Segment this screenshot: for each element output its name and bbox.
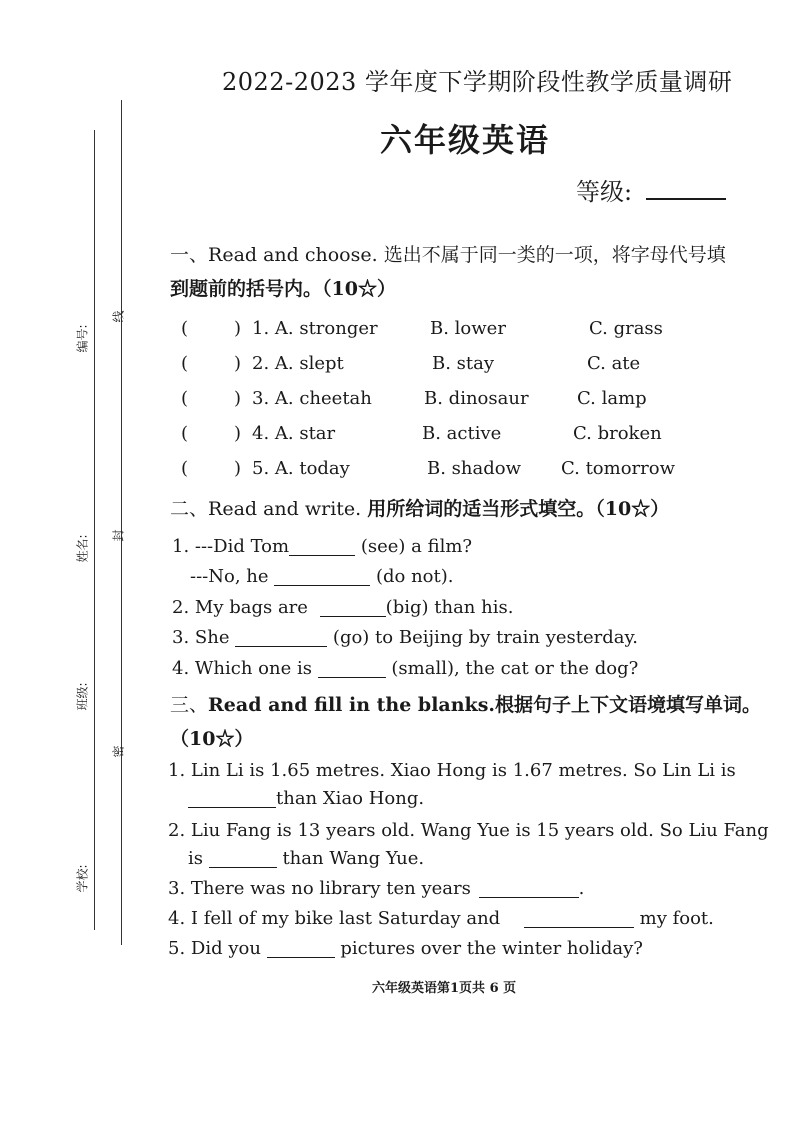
grade-label: 等级: [576, 178, 633, 206]
s3-q3-blank[interactable] [479, 879, 579, 898]
school-label: 学校: [75, 864, 90, 893]
s3-q4 [168, 908, 714, 929]
s1-item-5-paren-open: ( [181, 458, 189, 479]
s3-q3-post: . [578, 878, 585, 899]
s2-q2-post: (big) than his. [385, 597, 514, 618]
line-label: 线 [111, 310, 126, 323]
s2-q1a-pre: 1. ---Did Tom [172, 536, 290, 557]
binding-line-right [121, 100, 122, 945]
s2-q1a-post: (see) a film? [355, 536, 473, 557]
s2-q1a [172, 536, 472, 557]
s1-item-3-c: C. lamp [577, 388, 647, 409]
s2-q1a-blank[interactable] [289, 537, 355, 556]
s1-item-3-b: B. dinosaur [424, 388, 529, 409]
page-footer: 六年级英语第1页共 6 页 [372, 981, 517, 996]
section1-heading [170, 240, 726, 267]
s3-q3 [168, 878, 584, 899]
binding-line-left [94, 130, 95, 930]
s1-item-5-b: B. shadow [427, 458, 521, 479]
s2-q4 [172, 658, 638, 679]
s1-item-4-paren-close: ) [234, 423, 242, 444]
number-label: 编号: [75, 324, 90, 353]
s3-q4-post: my foot. [633, 908, 714, 929]
section1-en: Read and choose. [208, 244, 378, 266]
s1-item-4-a: 4. A. star [252, 423, 336, 444]
s3-q2-line1: 2. Liu Fang is 13 years old. Wang Yue is 15 years old. So Liu Fang [168, 820, 769, 841]
s2-q1b [190, 566, 453, 587]
s2-q3 [172, 627, 638, 648]
s3-q2-line2 [188, 848, 424, 869]
section2-cn: 用所给词的适当形式填空。（10☆） [367, 498, 670, 520]
s3-q1-line1: 1. Lin Li is 1.65 metres. Xiao Hong is 1.67 metres. So Lin Li is [168, 760, 736, 781]
s2-q2-pre: 2. My bags are [172, 597, 314, 618]
s2-q3-blank[interactable] [235, 628, 327, 647]
s2-q1b-blank[interactable] [274, 567, 370, 586]
s1-item-2-b: B. stay [432, 353, 495, 374]
name-label: 姓名: [75, 534, 90, 563]
s1-item-4-b: B. active [422, 423, 502, 444]
s1-item-4-paren-open: ( [181, 423, 189, 444]
s1-item-5-a: 5. A. today [252, 458, 350, 479]
s2-q1b-post: (do not). [370, 566, 454, 587]
section3-score: （10☆） [170, 728, 254, 750]
s3-q2-pre: is [188, 848, 209, 869]
secret-label: 密 [111, 745, 126, 758]
exam-subtitle: 六年级英语 [380, 121, 551, 159]
s3-q4-blank[interactable] [524, 909, 634, 928]
s3-q1-blank[interactable] [188, 789, 276, 808]
seal-label: 封 [111, 529, 126, 542]
s2-q3-pre: 3. She [172, 627, 236, 648]
section2-num: 二、 [170, 498, 209, 520]
s3-q5 [168, 938, 643, 959]
s2-q1b-pre: ---No, he [190, 566, 275, 587]
s2-q4-post: (small), the cat or the dog? [385, 658, 639, 679]
s1-item-3-a: 3. A. cheetah [252, 388, 372, 409]
s3-q5-pre: 5. Did you [168, 938, 267, 959]
s1-item-1-a: 1. A. stronger [252, 318, 378, 339]
section2-en: Read and write. [208, 498, 362, 520]
s1-item-2-c: C. ate [587, 353, 641, 374]
grade-blank[interactable] [646, 198, 726, 200]
s1-item-2-paren-open: ( [181, 353, 189, 374]
section3-heading [170, 690, 761, 717]
section1-num: 一、 [170, 244, 209, 266]
section1-heading-line2: 到题前的括号内。（10☆） [170, 278, 396, 300]
s1-item-2-a: 2. A. slept [252, 353, 344, 374]
section3-cn: 根据句子上下文语境填写单词。 [495, 694, 762, 716]
section1-cn-1: 选出不属于同一类的一项，将字母代号填 [383, 244, 726, 266]
s1-item-1-paren-open: ( [181, 318, 189, 339]
s2-q4-blank[interactable] [318, 659, 386, 678]
s3-q2-blank[interactable] [209, 849, 277, 868]
s1-item-1-b: B. lower [430, 318, 506, 339]
s1-item-3-paren-open: ( [181, 388, 189, 409]
s2-q2-blank[interactable] [320, 598, 386, 617]
class-label: 班级: [75, 682, 90, 711]
section3-en: Read and fill in the blanks. [208, 694, 496, 716]
s1-item-1-c: C. grass [589, 318, 663, 339]
s1-item-4-c: C. broken [573, 423, 662, 444]
s1-item-5-paren-close: ) [234, 458, 242, 479]
s3-q4-pre: 4. I fell of my bike last Saturday and [168, 908, 506, 929]
s2-q2 [172, 597, 513, 618]
s3-q1-line2 [188, 788, 424, 809]
s3-q2-post: than Wang Yue. [276, 848, 425, 869]
s1-item-5-c: C. tomorrow [561, 458, 676, 479]
s1-item-3-paren-close: ) [234, 388, 242, 409]
s3-q5-post: pictures over the winter holiday? [334, 938, 643, 959]
s1-item-1-paren-close: ) [234, 318, 242, 339]
exam-title: 2022-2023 学年度下学期阶段性教学质量调研 [222, 68, 733, 96]
s1-item-2-paren-close: ) [234, 353, 242, 374]
section3-num: 三、 [170, 694, 209, 716]
s2-q4-pre: 4. Which one is [172, 658, 318, 679]
section2-heading [170, 494, 669, 521]
s2-q3-post: (go) to Beijing by train yesterday. [327, 627, 639, 648]
s3-q1-post: than Xiao Hong. [276, 788, 425, 809]
s3-q3-pre: 3. There was no library ten years [168, 878, 477, 899]
s3-q5-blank[interactable] [267, 939, 335, 958]
